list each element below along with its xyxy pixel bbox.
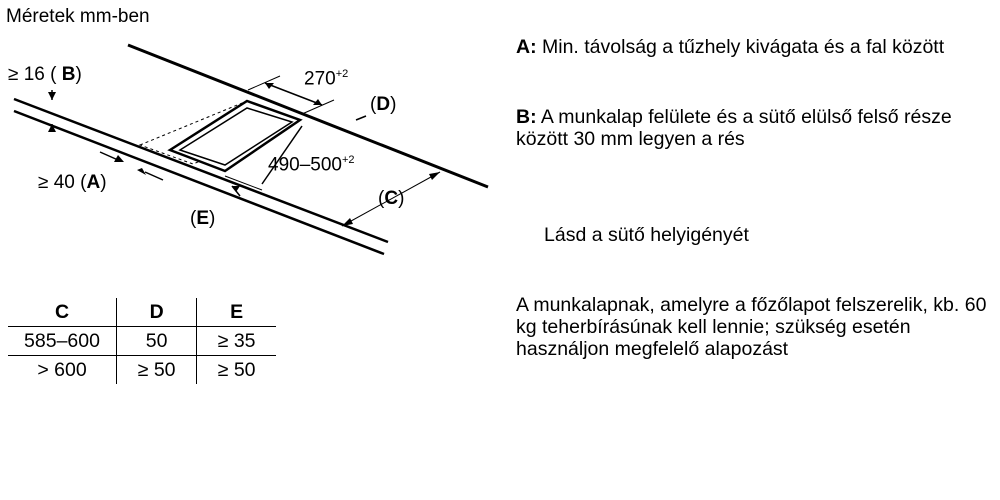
label-b: ≥ 16 ( B): [8, 64, 82, 85]
note-a: A: Min. távolság a tűzhely kivágata és a fal között: [516, 36, 945, 58]
table-header-e: E: [197, 298, 276, 327]
label-c: (C): [378, 188, 405, 209]
label-e: (E): [190, 208, 216, 229]
note-b: B: A munkalap felülete és a sütő elülső felső része között 30 mm legyen a rés: [516, 106, 952, 150]
label-270: $270^{+2}$: [304, 68, 349, 90]
label-d: (D): [370, 94, 397, 115]
table-header-c: C: [8, 298, 117, 327]
installation-diagram: [0, 0, 520, 290]
table-cell: 50: [117, 327, 197, 356]
note-see-oven: Lásd a sütő helyigényét: [544, 224, 749, 246]
table-cell: ≥ 50: [217, 358, 256, 381]
label-a: ≥ 40 (A): [38, 172, 107, 193]
table-cell: 585–600: [8, 327, 117, 356]
table-cell: ≥ 50: [117, 356, 197, 385]
table-row: [8, 356, 276, 385]
table-row: [8, 327, 276, 356]
table-cell: > 600: [8, 356, 117, 385]
dimension-table: [8, 298, 276, 384]
table-cell: ≥ 35: [197, 327, 276, 356]
label-490-500: $490-500^{+2}$: [268, 154, 355, 176]
table-header-d: D: [117, 298, 197, 327]
note-worktop: A munkalapnak, amelyre a főzőlapot felszerelik, kb. 60 kg teherbírásúnak kell lennie; szükség esetén használjon megfelelő alapozást: [516, 294, 987, 360]
units-title: Méretek mm-ben: [6, 6, 150, 27]
